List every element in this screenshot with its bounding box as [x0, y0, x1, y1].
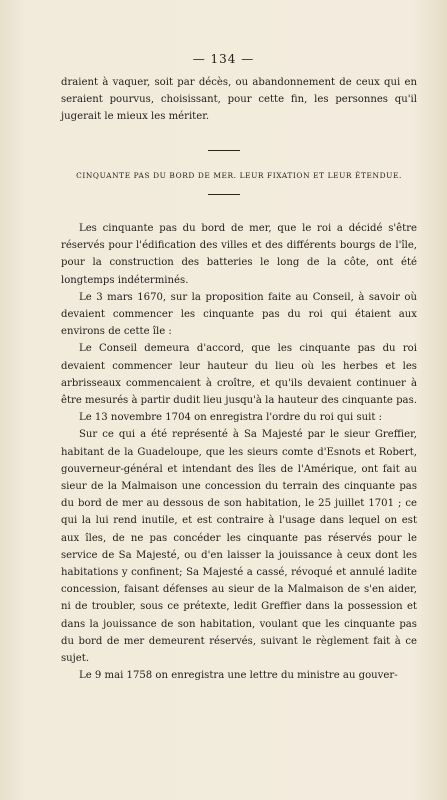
paragraph: Le 9 mai 1758 on enregistra une lettre du ministre au gouver- — [79, 670, 398, 682]
body-text — [61, 220, 417, 684]
intro-text: draient à vaquer, soit par décès, ou abandonnement de ceux qui en seraient pourvus, choisissant, pour cette fin, les personnes qu'il jugerait le mieux les mériter. — [61, 77, 417, 123]
intro-paragraph — [61, 74, 417, 126]
paragraph: Le 13 novembre 1704 on enregistra l'ordre du roi qui suit : — [79, 412, 383, 424]
page-number: — 134 — — [192, 52, 255, 66]
paragraph: Le Conseil demeura d'accord, que les cinquante pas du roi devaient commencer leur hauteur du lieu où les herbes et les arbrisseaux commencaient à croître, et qu'ils devaient continuer à être mesurés à partir dudit lieu jusqu'à la hauteur des cinquante pas. — [61, 343, 417, 407]
section-heading: CINQUANTE PAS DU BORD DE MER. LEUR FIXATION ET LEUR ÉTENDUE. — [76, 171, 402, 180]
top-divider — [208, 150, 240, 151]
paragraph: Les cinquante pas du bord de mer, que le roi a décidé s'être réservés pour l'édification des villes et des différents bourgs de l'île, pour la construction des batteries le long de la côte, ont été longtemps indéterminés. — [61, 223, 417, 286]
paragraph: Sur ce qui a été représenté à Sa Majesté par le sieur Greffier, habitant de la Guadeloupe, que les sieurs comte d'Esnots et Robert, gouverneur-général et intendant des îles de l'Amérique, ont fait au sieur de la Malmaison une concession du terrain des cinquante pas du bord de mer au dessous de son habitation, le 25 juillet 1701 ; ce qui la lui rend inutile, et est contraire à l'usage dans lequel on est aux îles, de ne pas concéder les cinquante pas réservés pour le service de Sa Majesté, ou d'en laisser la jouissance à ceux dont les habitations y confinent; Sa Majesté a cassé, révoqué et annulé ladite concession, faisant défenses au sieur de la Malmaison de s'en aider, ni de troubler, sous ce prétexte, ledit Greffier dans la possession et dans la jouissance de son habitation, voulant que les cinquante pas du bord de mer demeurent réservés, suivant le règlement fait à ce sujet. — [61, 429, 417, 665]
bottom-divider — [208, 194, 240, 195]
paragraph: Le 3 mars 1670, sur la proposition faite au Conseil, à savoir où devaient commencer les cinquante pas du roi qui étaient aux environs de cette île : — [61, 291, 417, 338]
